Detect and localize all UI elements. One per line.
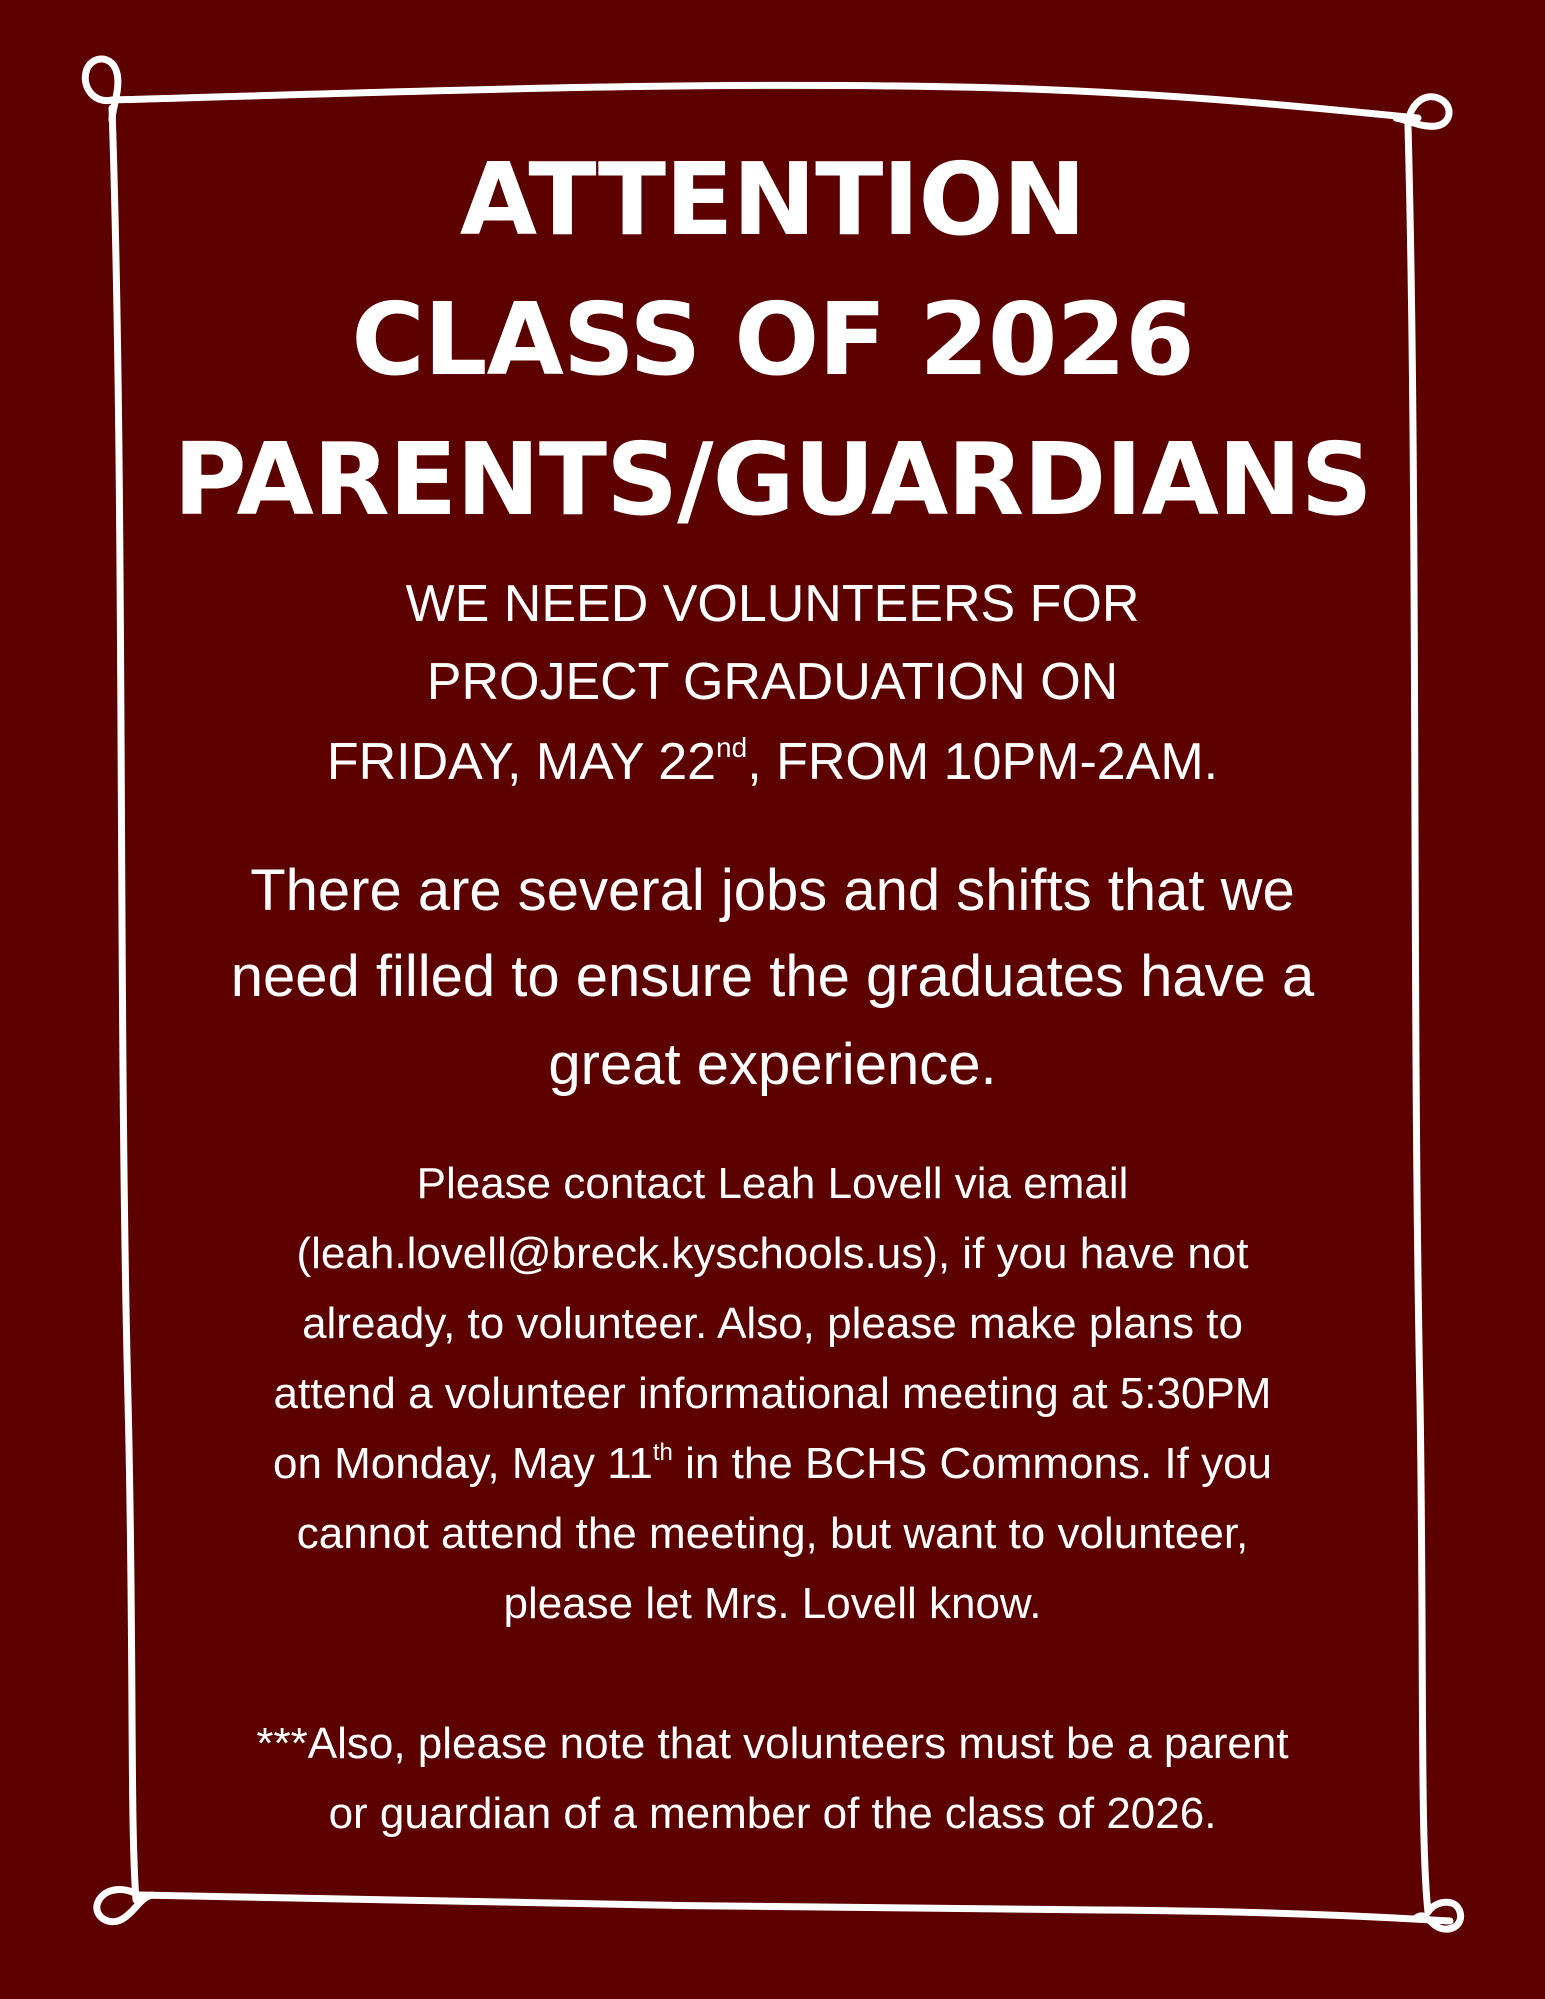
announcement-date-suffix: nd [716, 732, 748, 763]
meeting-date-suffix: th [652, 1439, 673, 1466]
headline-attention: ATTENTION [459, 141, 1086, 258]
headline-parents-guardians: PARENTS/GUARDIANS [173, 421, 1372, 538]
frame-loop-bottom-right [1416, 1902, 1461, 1929]
frame-right-edge [1408, 126, 1428, 1912]
announcement-time: , FROM 10PM-2AM. [747, 733, 1219, 791]
frame-loop-top-left [85, 59, 118, 120]
announcement-line-3 [150, 732, 1395, 791]
contact-line-2: (leah.lovell@breck.kyschools.us), if you have not [296, 1229, 1249, 1278]
intro-line-2: need filled to ensure the graduates have a [230, 944, 1315, 1009]
frame-loop-top-right [1396, 97, 1449, 127]
contact-line-7: please let Mrs. Lovell know. [503, 1579, 1042, 1628]
announcement-line-2: PROJECT GRADUATION ON [426, 653, 1119, 711]
contact-line-6: cannot attend the meeting, but want to volunteer, [296, 1509, 1249, 1558]
meeting-date: on Monday, May 11 [272, 1439, 653, 1488]
intro-line-1: There are several jobs and shifts that we [250, 858, 1295, 923]
headline-class-of-2026: CLASS OF 2026 [351, 281, 1194, 398]
contact-line-4: attend a volunteer informational meeting at 5:30PM [273, 1369, 1272, 1418]
announcement-date: FRIDAY, MAY 22 [326, 733, 717, 791]
frame-bottom-edge [138, 1895, 1450, 1921]
frame-left-edge [112, 108, 136, 1900]
intro-line-3: great experience. [548, 1032, 997, 1097]
contact-line-3: already, to volunteer. Also, please make plans to [302, 1299, 1243, 1348]
frame-top-edge [112, 85, 1418, 118]
contact-line-5 [150, 1439, 1395, 1488]
contact-line-1: Please contact Leah Lovell via email [416, 1159, 1129, 1208]
note-line-2: or guardian of a member of the class of 2026. [328, 1789, 1217, 1838]
note-line-1: ***Also, please note that volunteers must be a parent [256, 1719, 1289, 1768]
announcement-line-1: WE NEED VOLUNTEERS FOR [405, 575, 1140, 633]
meeting-location: in the BCHS Commons. If you [672, 1439, 1273, 1488]
